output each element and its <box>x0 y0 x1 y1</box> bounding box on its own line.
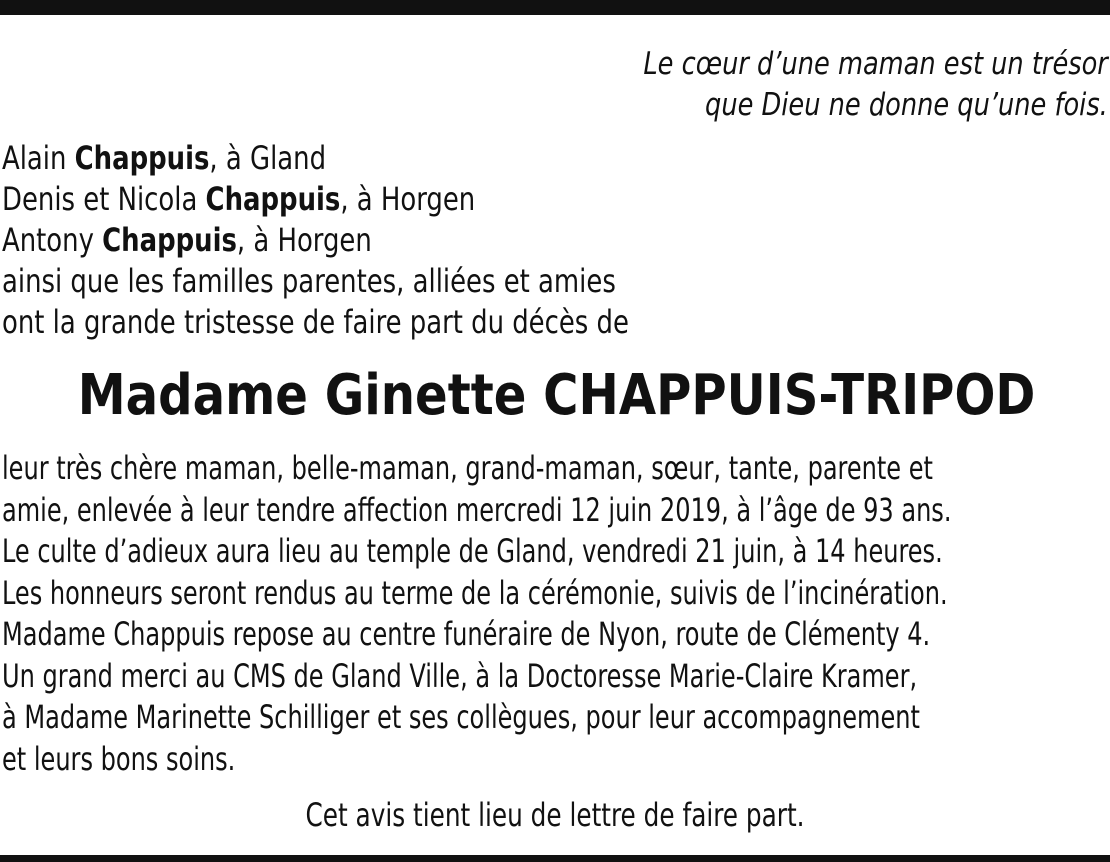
body-line: amie, enlevée à leur tendre affection mercredi 12 juin 2019, à l’âge de 93 ans. <box>2 490 952 529</box>
relatives-line: ainsi que les familles parentes, alliées et amies <box>2 262 616 300</box>
family-member-surname: Chappuis <box>102 221 237 259</box>
body-line: et leurs bons soins. <box>2 739 236 778</box>
family-member-first-name: Alain <box>2 139 75 177</box>
body-line: Madame Chappuis repose au centre funéraire de Nyon, route de Clémenty 4. <box>2 615 931 653</box>
family-member <box>2 220 629 261</box>
family-member <box>2 138 629 179</box>
body-line: à Madame Marinette Schilliger et ses collègues, pour leur accompagnement <box>2 698 920 736</box>
top-border-rule <box>0 0 1110 15</box>
family-member-surname: Chappuis <box>74 139 210 177</box>
family-member-place: , à Horgen <box>236 221 372 259</box>
family-member-first-name: Antony <box>2 221 103 259</box>
epigraph-quote <box>644 44 1108 126</box>
body-line: Les honneurs seront rendus au terme de la cérémonie, suivis de l’incinération. <box>2 573 948 612</box>
deceased-name-heading: Madame Ginette CHAPPUIS-TRIPOD <box>77 363 1036 428</box>
family-member <box>2 179 629 220</box>
family-member-surname: Chappuis <box>205 180 341 218</box>
family-member-first-name: Denis et Nicola <box>2 180 206 218</box>
body-line: Un grand merci au CMS de Gland Ville, à la Doctoresse Marie-Claire Kramer, <box>2 656 918 695</box>
body-line: Le culte d’adieux aura lieu au temple de Gland, vendredi 21 juin, à 14 heures. <box>2 532 943 570</box>
quote-line-2: que Dieu ne donne qu’une fois. <box>705 87 1108 123</box>
quote-line-1: Le cœur d’une maman est un trésor <box>643 46 1108 82</box>
family-member-place: , à Gland <box>209 139 327 177</box>
family-member-place: , à Horgen <box>340 180 476 218</box>
closing-note: Cet avis tient lieu de lettre de faire part. <box>305 796 805 834</box>
announcement-line: ont la grande tristesse de faire part du décès de <box>2 303 629 341</box>
family-list <box>2 138 629 343</box>
bottom-border-rule <box>0 855 1110 862</box>
body-line: leur très chère maman, belle-maman, grand-maman, sœur, tante, parente et <box>2 449 933 487</box>
notice-body <box>2 448 951 780</box>
